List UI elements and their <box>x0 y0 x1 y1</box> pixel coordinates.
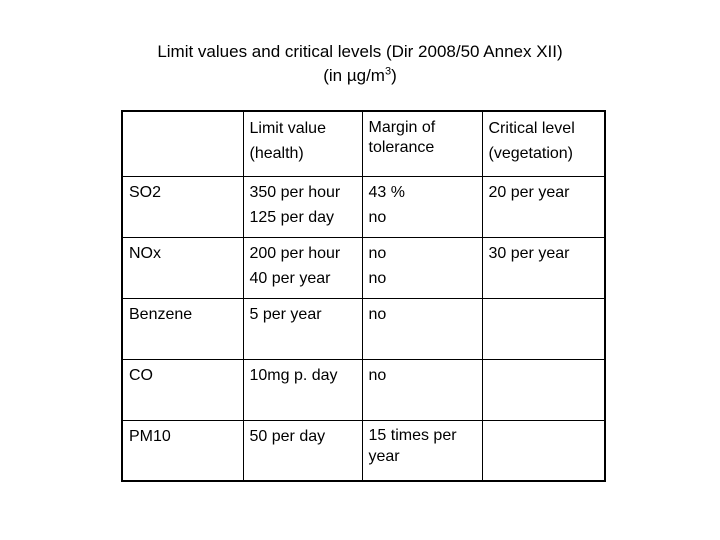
limit-value-line: 5 per year <box>249 305 322 323</box>
slide-title <box>0 40 720 88</box>
limit-value-line: 350 per hour <box>249 183 341 201</box>
title-line-1: Limit values and critical levels (Dir 2008/50 Annex XII) <box>157 42 563 61</box>
critical-level-cell <box>482 298 605 359</box>
limit-value-cell <box>243 176 362 237</box>
pollutant-cell: NOx <box>122 237 243 298</box>
table-header-row <box>122 111 605 176</box>
header-margin-line: tolerance <box>368 139 435 156</box>
margin-line: no <box>368 244 387 262</box>
margin-line: no <box>368 208 387 226</box>
margin-line: 15 times per <box>368 426 457 444</box>
header-critical-line: (vegetation) <box>488 145 573 162</box>
limit-value-cell <box>243 298 362 359</box>
header-critical-level <box>482 111 605 176</box>
table-row <box>122 237 605 298</box>
critical-level-cell: 30 per year <box>482 237 605 298</box>
title-unit-suffix: ) <box>391 66 397 85</box>
limit-value-cell <box>243 420 362 481</box>
table-row <box>122 359 605 420</box>
critical-level-cell <box>482 420 605 481</box>
limit-value-line: 10mg p. day <box>249 366 338 384</box>
limit-value-line: 200 per hour <box>249 244 341 262</box>
critical-level-cell <box>482 359 605 420</box>
title-unit-superscript: 3 <box>384 65 392 78</box>
margin-line: no <box>368 269 387 287</box>
margin-line: no <box>368 366 387 384</box>
table-row <box>122 298 605 359</box>
header-limit-value <box>243 111 362 176</box>
title-line-2 <box>0 64 720 88</box>
limit-value-line: 125 per day <box>249 208 335 226</box>
pollutant-cell: Benzene <box>122 298 243 359</box>
margin-cell <box>362 176 482 237</box>
header-margin-of-tolerance <box>362 111 482 176</box>
header-pollutant <box>122 111 243 176</box>
margin-cell <box>362 420 482 481</box>
header-critical-line: Critical level <box>488 120 575 137</box>
limit-value-cell <box>243 359 362 420</box>
margin-cell <box>362 298 482 359</box>
limit-values-table <box>121 110 606 482</box>
header-limit-value-line: Limit value <box>249 120 326 137</box>
table-row <box>122 420 605 481</box>
header-limit-value-line: (health) <box>249 145 304 162</box>
margin-line: year <box>368 447 400 465</box>
pollutant-cell: SO2 <box>122 176 243 237</box>
table-row <box>122 176 605 237</box>
limit-value-cell <box>243 237 362 298</box>
header-margin-line: Margin of <box>368 119 436 136</box>
margin-cell <box>362 359 482 420</box>
margin-cell <box>362 237 482 298</box>
pollutant-cell: PM10 <box>122 420 243 481</box>
limit-value-line: 50 per day <box>249 427 326 445</box>
title-unit-prefix: (in µg/m <box>323 66 385 85</box>
pollutant-cell: CO <box>122 359 243 420</box>
limit-value-line: 40 per year <box>249 269 331 287</box>
margin-line: no <box>368 305 387 323</box>
margin-line: 43 % <box>368 183 405 201</box>
critical-level-cell: 20 per year <box>482 176 605 237</box>
